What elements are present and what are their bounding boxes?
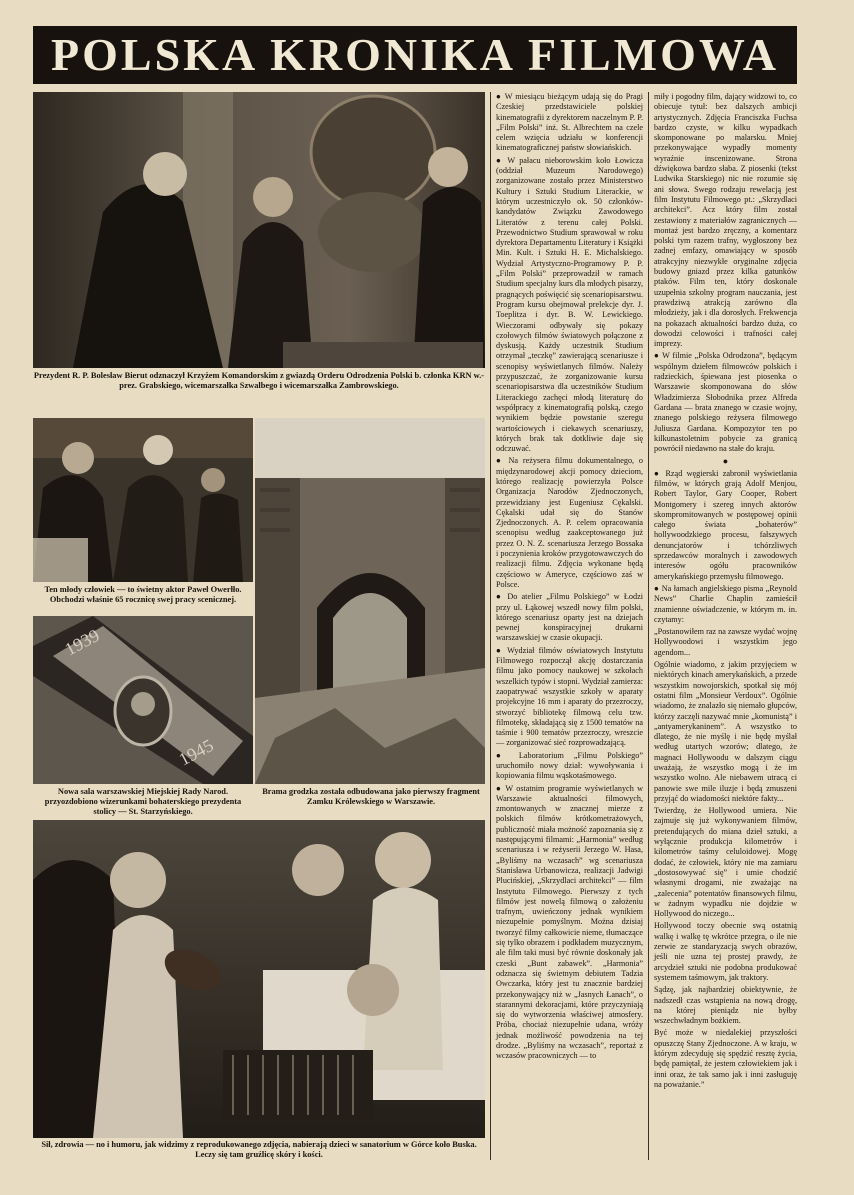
quote-paragraph: Twierdzę, że Hollywood umiera. Nie zajmuje się już wykonywaniem filmów, pretendujących do miana dzieł sztuki, a wyłącznie produkcja kilometrów i kilometrów taśmy celuloidowej. Mogę dodać, że człowiek, który nie ma zamiaru „dostosowywać się” i umie chodzić własnymi drogami, nie zważając na „zalecenia” potentatów finansowych filmu, w żadnym wypadku nie dojdzie w Hollywood do niczego... [654, 806, 797, 919]
news-item: ● Rząd węgierski zabronił wyświetlania filmów, w których grają Adolf Menjou, Robert Taylor, Gary Cooper, Robert Montgomery i szereg innych aktorów skompromitowanych w postępowej opinii całego świata „bohaterów” hollywoodzkiego procesu, fałszywych denuncjatorów i tchórzliwych sprzedawców moralnych i zawodowych interesów ogółu pracowników amerykańskiego przemysłu filmowego. [654, 468, 797, 581]
photo-award-ceremony [33, 92, 485, 368]
caption-award-ceremony: Prezydent R. P. Bolesław Bierut odznaczył Krzyżem Komandorskim z gwiazdą Orderu Odrodzenia Polski b. członka KRN w.-prez. Grabskiego, wicemarszałka Szwalbego i wicemarszałka Zambrowskiego. [33, 371, 485, 390]
news-item: ● W pałacu nieborowskim koło Łowicza (oddział Muzeum Narodowego) zorganizowane zostało przez Ministerstwo Kultury i Sztuki Studium Literackie, w którym uczestniczyło ok. 50 członków-kandydatów Związku Zawodowego Literatów z terenu całej Polski. Przewodnictwo Studium sprawował w roku dyrektora Departamentu Literatury i Książki Min. Kult. i Sztuki H. E. Michalskiego. Wydział Artystyczno-Programowy P. P. „Film Polski” przeprowadził w ramach Studium specjalny kurs dla młodych pisarzy, pragnących poświęcić się scenariopisarstwu. Program kursu obejmował prelekcje dyr. J. Toeplitza i dyr. B. W. Lewickiego. Wieczorami odbywały się pokazy czołowych filmów światowych połączone z dyskusją. Każdy uczestnik Studium otrzymał „teczkę” zawierającą scenariusze i scenopisy wyświetlanych filmów. Należy przypuszczać, że zorganizowanie kursu scenariopisarstwa dla uczestników Studium Literackiego zachęci młodą literaturę do współpracy z kinematografią polską, czego wynikiem będzie powstanie szeregu wartościowych i ciekawych scenariuszy, których brak tak dotkliwie daje się odczuwać. [496, 155, 643, 454]
news-item: ● W ostatnim programie wyświetlanych w Warszawie aktualności filmowych, zmontowanych w znacznej mierze z polskich filmów krótkometrażowych, publiczność miała możność zapoznania się z następującymi filmami: „Harmonia” według scenariusza i w reżyserii Jerzego W. Hasa, „Byliśmy na wczasach” wg scenariusza Stanisława Urbanowicza, realizacji Jadwigi Plucińskiej, „Skrzydlaci architekci” — film Instytutu Filmowego. Pierwszy z tych filmów jest nowelą filmową o założeniu trafnym, uwieńczony jednak wynikiem niezupełnie pomyślnym. Można dzisiaj tworzyć filmy całkowicie nieme, tłumaczące się tylko obrazem i podkładem muzycznym, ale film taki musi być równie doskonały jak czeski „Bunt zabawek”. „Harmonia” odznacza się świetnym debiutem Tadzia Owczarka, który jest tu znacznie bardziej przekonywający niż w „Jasnych Łanach”, o starannymi dekoracjami, które przyczyniają się do wytworzenia właściwej atmosfery. Próba, chociaż niezupełnie udana, wróży jednak możliwość powodzenia na tej drodze. „Byliśmy na wczasach”, reportaż z wczasów pracowniczych — to [496, 783, 643, 1061]
caption-castle-gate: Brama grodzka została odbudowana jako pierwszy fragment Zamku Królewskiego w Warszawie. [262, 787, 480, 806]
text-column-1 [496, 92, 643, 1160]
caption-starzynski-plaque: Nowa sala warszawskiej Miejskiej Rady Narod. przyozdobiono wizerunkami bohaterskiego prezydenta stolicy — St. Starzyńskiego. [44, 787, 242, 816]
news-separator: ● [722, 456, 729, 467]
quote-paragraph: Sądzę, jak najbardziej obiektywnie, że nadszedł czas wstąpienia na nową drogę, na której pieniądz nie byłby wszechwładnym bożkiem. [654, 985, 797, 1026]
news-item: ● W filmie „Polska Odrodzona”, będącym wspólnym dziełem filmowców polskich i radzieckich, śpiewana jest piosenka o Warszawie skomponowana do słów Władzimierza Słobodnika przez Alfreda Gardana — brata znanego w czasie wojny, znanego polskiego reżysera filmowego Juliusza Gardana. Kompozytor ten po kilkunastoletnim pobycie za granicą powrócił niedawno na stałe do kraju. [654, 351, 797, 454]
quote-paragraph: Być może w niedalekiej przyszłości opuszczę Stany Zjednoczone. A w kraju, w którym zdecyduję się spędzić resztę życia, będę pamiętał, że jestem człowiekiem jak i inni oraz, że tak samo jak i inni zasługuję na poważanie.” [654, 1028, 797, 1089]
news-item: ● Na reżysera filmu dokumentalnego, o międzynarodowej akcji pomocy dzieciom, którego realizację powierzyła Polsce Organizacja Narodów Zjednoczonych, przewidziany jest Eugeniusz Cękalski. Cękalski udał się do Stanów Zjednoczonych. A. P. celem opracowania scenopisu według zaakceptowanego już przez O. N. Z. scenariusza Jerzego Bossaka i poczynienia kroków przygotowawczych do realizacji filmu. Zdjęcia wykonane będą częściowo w Ameryce, częściowo zaś w Polsce. [496, 456, 643, 589]
plaque-year-bottom: 1945 [175, 734, 217, 770]
photo-castle-gate [255, 418, 485, 784]
column-rule [490, 92, 491, 1160]
news-item: ● Do atelier „Filmu Polskiego” w Łodzi przy ul. Łąkowej wszedł nowy film polski, którego scenariusz oparty jest na dziejach pewnej konspiracyjnej drukarni warszawskiej w czasie okupacji. [496, 592, 643, 643]
news-item: ● W miesiącu bieżącym udają się do Pragi Czeskiej przedstawiciele polskiej kinematografii z dyrektorem naczelnym P. P. „Film Polski” inż. St. Albrechtem na czele celem wzięcia udziału w konferencji kinematograficznej państw słowiańskich. [496, 92, 643, 153]
masthead-title: POLSKA KRONIKA FILMOWA [51, 29, 779, 80]
photo-starzynski-plaque [33, 616, 253, 784]
text-column-2 [654, 92, 797, 1160]
news-item: ● Wydział filmów oświatowych Instytutu Filmowego rozpoczął akcję dostarczania filmu jako pomocy naukowej w szkołach wszelkich typów i stopni. Wydział zamierza: zaopatrywać wszystkie szkoły w aparaty projekcyjne 16 mm i aparaty do przezroczy, stworzyć bibliotekę filmową celu tzw. filmotekę, składającą się z 1500 tematów na taśmie i 900 tematów przezroczy, wreszcie — zorganizować sieć rozprowadzającą. [496, 645, 643, 748]
quote-paragraph: Hollywood toczy obecnie swą ostatnią walkę i walkę tę wkrótce przegra, o ile nie zerwie ze standaryzacją swych obrazów, jeśli nie uzna tej prostej prawdy, że arcydzieł sztuki nie podobna produkować systemem taśmowym, jak traktory. [654, 921, 797, 982]
quote-paragraph: Ogólnie wiadomo, z jakim przyjęciem w niektórych kinach amerykańskich, a przede wszystkim nowojorskich, spotkał się mój ostatni film „Monsieur Verdoux”. Ogólnie wiadomo, że znalazło się niemało głupców, którzy zaczęli nazywać mnie „komunistą” i „antyamerykaninem”. A wszystko to dlatego, że nie myślę i nie będę myślał według utartych wzorów; dlatego, że magnaci Hollywoodu w dalszym ciągu uważają, że wszystko mogą i że im wszystko wolno. Ale niebawem utracą ci panowie swe mile iluzje i będą zmuszeni przyjąć do wiadomości niektóre fakty... [654, 660, 797, 803]
masthead [33, 26, 797, 84]
news-item: miły i pogodny film, dający widzowi to, co obiecuje tytuł: bez dalszych ambicji artystycznych. Zdjęcia Franciszka Fuchsa bardzo czyste, w kilku wypadkach skomponowane po malarsku. Mniej przekonywające wypadły momenty wyraźnie inscenizowane. Strona dźwiękowa bardzo słaba. Z piosenki (tekst Ludwika Starskiego) nic nie rozumie się ani słowa. Swego rodzaju rewelacją jest film Instytutu Filmowego pt.: „Skrzydlaci architekci”. Acz który film został zestawiony z materiałów zagranicznych — montaż jest bardzo zręczny, a komentarz polski tym razem trafny, wygłoszony bez zadnej emfazy, omawiający w sposób atrakcyjny niezwykłe oryginalne zdjęcia budowy gniazd przez kilka gatunków ptaków. Film ten, który doskonale uzupełnia szkolny program nauczania, jest prawdziwą atrakcją zarówno dla młodzieży, jak i dla dorosłych. Frekwencja na pokazach aktualności bardzo duża, co dowodzi celowości i trafności całej imprezy. [654, 92, 797, 349]
caption-sanatorium-children: Sił, zdrowia — no i humoru, jak widzimy z reprodukowanego zdjęcia, nabierają dzieci w sanatorium w Górce koło Buska. Leczy się tam gruźlicę skóry i kości. [41, 1140, 477, 1159]
news-item: ● Laboratorium „Filmu Polskiego” uruchomiło nowy dział: wywoływania i kopiowania filmu wąskotaśmowego. [496, 750, 643, 781]
news-item: ● Na łamach angielskiego pisma „Reynold News” Charlie Chaplin zamieścił znamienne oświadczenie, w którym m. in. czytamy: [654, 583, 797, 624]
column-rule [648, 92, 649, 1160]
plaque-year-top: 1939 [61, 624, 103, 660]
quote-paragraph: „Postanowiłem raz na zawsze wydać wojnę Hollywoodowi i wszystkim jego agendom... [654, 627, 797, 657]
photo-sanatorium-children [33, 820, 485, 1138]
caption-actor-anniversary: Ten młody człowiek — to świetny aktor Paweł Owerłło. Obchodzi właśnie 65 rocznicę swej pracy scenicznej. [44, 585, 242, 604]
photo-actor-anniversary [33, 418, 253, 582]
